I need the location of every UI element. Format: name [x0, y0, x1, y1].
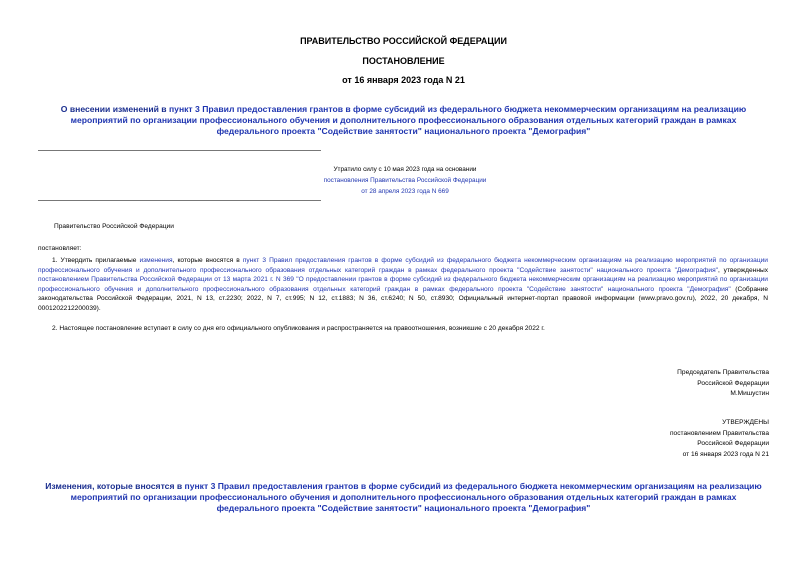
title-link[interactable]: пункт 3 Правил предоставления грантов в форме субсидий из федерального бюджета некоммерческим организациям на реализацию мероприятий по организации профессионального обучения и дополнительного профессионального образования отдельных категорий граждан в рамках федерального проекта "Содействие занятости" национального проекта "Демография" [70, 104, 747, 136]
signature-country: Российской Федерации [697, 379, 769, 387]
p1-text-c: , утвержденных [718, 266, 768, 274]
p1-text-d: (Собрание законодательства Российской Федерации, 2021, N 13, ст.2230; 2022, N 7, ст.995; N 12, ст.1883; N 36, ст.6240; N 50, ст.8930; Официальный интернет-портал правовой информации (www.pravo.gov.ru), 2022, 20 декабря, N 0001202212200039). [38, 285, 768, 312]
document-title [40, 104, 767, 137]
signature-block [677, 368, 769, 400]
divider-bottom [38, 200, 321, 201]
p1-text-b: , которые вносятся в [172, 257, 243, 264]
repeal-note-text: Утратило силу с 10 мая 2023 года на основании [333, 166, 477, 173]
approval-block [670, 418, 769, 460]
approval-label: УТВЕРЖДЕНЫ [722, 419, 769, 426]
document-type-heading: ПОСТАНОВЛЕНИЕ [362, 56, 445, 66]
approval-line-2: постановлением Правительства [669, 429, 769, 437]
changes-title-link[interactable]: пункт 3 Правил предоставления грантов в форме субсидий из федерального бюджета некоммерческим организациям на реализацию мероприятий по организации профессионального обучения и дополнительного профессионального образования отдельных категорий граждан в рамках федерального проекта "Содействие занятости" национального проекта "Демография" [70, 481, 762, 513]
p1-link-changes[interactable]: изменения [139, 257, 173, 264]
p1-text-a: 1. Утвердить прилагаемые [52, 257, 140, 264]
government-heading: ПРАВИТЕЛЬСТВО РОССИЙСКОЙ ФЕДЕРАЦИИ [300, 36, 507, 46]
approval-line-3: Российской Федерации [697, 440, 769, 447]
resolves-label: постановляет: [38, 245, 82, 252]
divider-top [38, 150, 321, 151]
approval-date: от 16 января 2023 года N 21 [682, 450, 769, 458]
paragraph-1 [38, 256, 768, 314]
changes-title-prefix: Изменения, которые вносятся в [45, 481, 185, 491]
p1-link-resolution[interactable]: постановлением Правительства Российской Федерации от 13 марта 2021 г. N 369 "О предоставлении грантов в форме субсидий из федерального бюджета некоммерческим организациям на реализацию мероприятий по организации профессионального обучения и дополнительного профессионального образования отдельных категорий граждан в рамках федерального проекта "Содействие занятости" национального проекта "Демография" [38, 276, 768, 293]
signature-position: Председатель Правительства [677, 369, 769, 376]
repeal-note-link-line1[interactable]: постановления Правительства Российской Федерации [323, 177, 487, 184]
repeal-note [280, 164, 530, 197]
changes-title [40, 481, 767, 514]
document-date-number: от 16 января 2023 года N 21 [342, 75, 465, 85]
government-name: Правительство Российской Федерации [54, 223, 174, 230]
p1-link-rules[interactable]: пункт 3 Правил предоставления грантов в форме субсидий из федерального бюджета некоммерческим организациям на реализацию мероприятий по организации профессионального обучения и дополнительного профессионального образования отдельных категорий граждан в рамках федерального проекта "Содействие занятости" национального проекта "Демография" [38, 257, 768, 274]
signature-name: М.Мишустин [730, 390, 769, 397]
title-prefix: О внесении изменений в [60, 104, 169, 114]
paragraph-2: 2. Настоящее постановление вступает в силу со дня его официального опубликования и распространяется на правоотношения, возникшие с 20 декабря 2022 г. [52, 325, 545, 332]
repeal-note-link-line2[interactable]: от 28 апреля 2023 года N 669 [361, 188, 449, 195]
